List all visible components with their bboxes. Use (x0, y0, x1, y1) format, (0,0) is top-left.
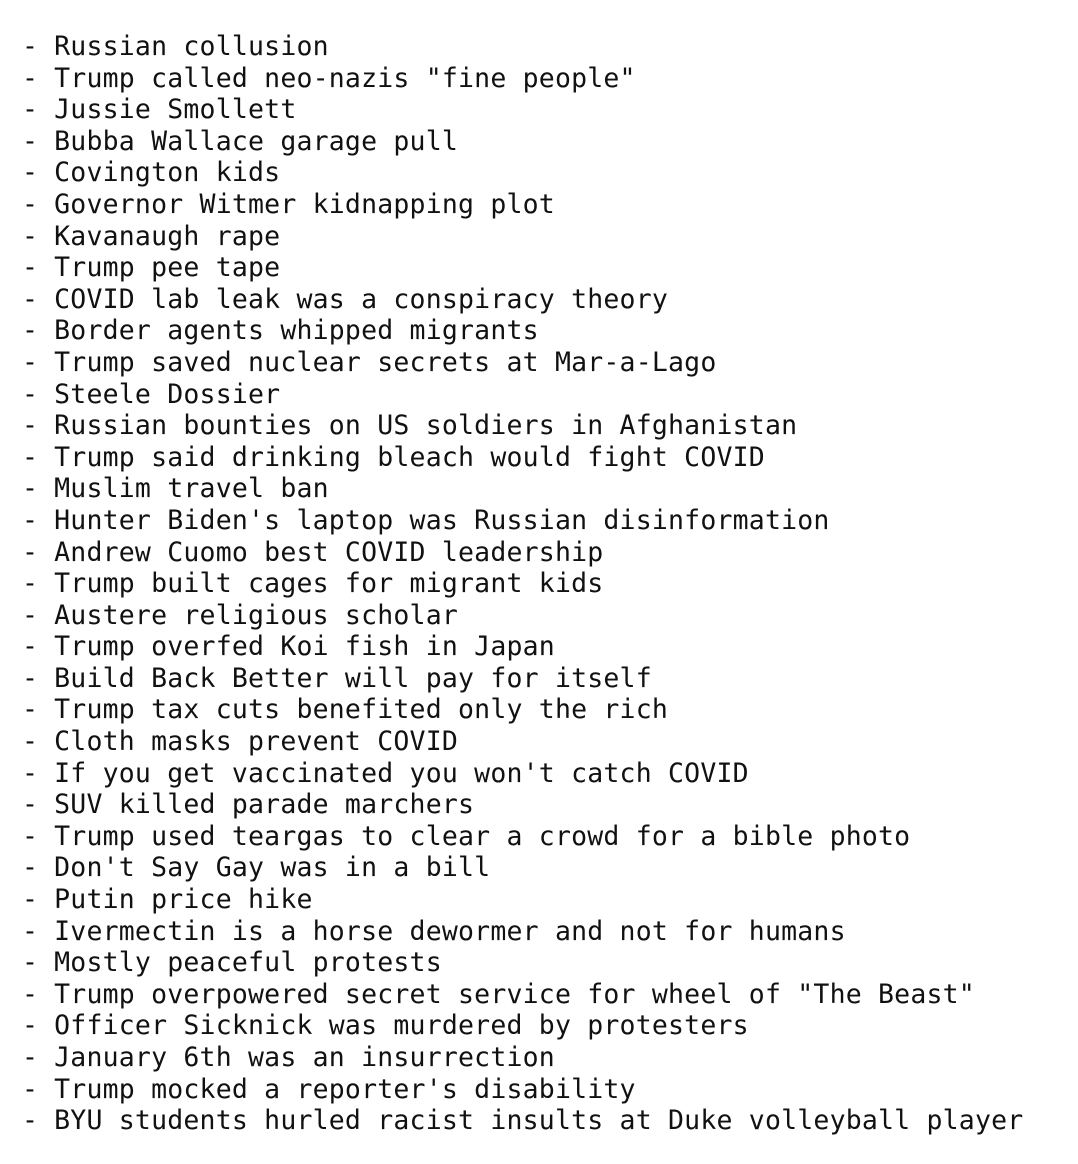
bullet-dash: - (22, 62, 39, 94)
list-item (22, 442, 1023, 474)
list-item (22, 315, 1023, 347)
list-item (22, 694, 1023, 726)
bullet-dash: - (22, 1105, 39, 1137)
bullet-dash: - (22, 536, 39, 568)
bullet-dash: - (22, 220, 39, 252)
list-item (22, 821, 1023, 853)
list-item (22, 726, 1023, 758)
list-item-text: COVID lab leak was a conspiracy theory (54, 283, 669, 315)
list-item (22, 505, 1023, 537)
list-item-text: Trump used teargas to clear a crowd for a bible photo (54, 820, 911, 852)
list-item-text: Trump tax cuts benefited only the rich (54, 694, 669, 726)
list-item-text: Governor Witmer kidnapping plot (54, 188, 555, 220)
bullet-dash: - (22, 1073, 39, 1105)
bullet-dash: - (22, 757, 39, 789)
list-item-text: Trump overpowered secret service for wheel of "The Beast" (54, 978, 975, 1010)
bullet-dash: - (22, 157, 39, 189)
list-item-text: Ivermectin is a horse dewormer and not for humans (54, 915, 846, 947)
list-item-text: Trump called neo-nazis "fine people" (54, 62, 636, 94)
list-item-text: Bubba Wallace garage pull (54, 125, 459, 157)
list-item (22, 631, 1023, 663)
list-item-text: January 6th was an insurrection (54, 1042, 555, 1073)
list-item (22, 979, 1023, 1011)
bullet-dash: - (22, 947, 39, 979)
list-item (22, 852, 1023, 884)
list-item-text: Russian bounties on US soldiers in Afghanistan (54, 410, 798, 442)
list-item (22, 63, 1023, 95)
list-item (22, 94, 1023, 126)
list-item-text: Trump saved nuclear secrets at Mar-a-Lago (54, 346, 717, 378)
bullet-dash: - (22, 852, 39, 884)
list-item-text: Trump mocked a reporter's disability (54, 1073, 636, 1105)
list-item-text: Hunter Biden's laptop was Russian disinformation (54, 504, 830, 536)
list-item-text: Cloth masks prevent COVID (54, 726, 459, 758)
list-item-text: Trump pee tape (54, 252, 281, 284)
list-item-text: Officer Sicknick was murdered by protesters (54, 1010, 749, 1042)
list-item (22, 473, 1023, 505)
list-item (22, 157, 1023, 189)
list-item-text: SUV killed parade marchers (54, 789, 475, 821)
list-item (22, 221, 1023, 253)
list-item-text: Kavanaugh rape (54, 220, 281, 252)
bullet-dash: - (22, 1042, 39, 1073)
bullet-dash: - (22, 694, 39, 726)
bullet-dash: - (22, 884, 39, 916)
bullet-dash: - (22, 789, 39, 821)
list-item-text: Covington kids (54, 157, 281, 189)
list-item (22, 1010, 1023, 1042)
list-item-text: If you get vaccinated you won't catch COVID (54, 757, 749, 789)
bullet-dash: - (22, 599, 39, 631)
bullet-dash: - (22, 726, 39, 758)
bullet-dash: - (22, 978, 39, 1010)
bullet-dash: - (22, 283, 39, 315)
bullet-dash: - (22, 31, 39, 62)
list-item-text: Border agents whipped migrants (54, 315, 539, 347)
list-item (22, 1074, 1023, 1106)
list-item (22, 568, 1023, 600)
list-item (22, 284, 1023, 316)
list-item-text: Andrew Cuomo best COVID leadership (54, 536, 604, 568)
bullet-dash: - (22, 315, 39, 347)
list-item-text: Steele Dossier (54, 378, 281, 410)
bullet-dash: - (22, 378, 39, 410)
bullet-dash: - (22, 631, 39, 663)
list-item-text: Muslim travel ban (54, 473, 329, 505)
bullet-dash: - (22, 820, 39, 852)
list-item-text: Build Back Better will pay for itself (54, 662, 652, 694)
list-item (22, 789, 1023, 821)
bullet-dash: - (22, 188, 39, 220)
list-item (22, 916, 1023, 948)
list-item-text: Putin price hike (54, 884, 313, 916)
list-item-text: Russian collusion (54, 31, 329, 62)
list-item (22, 410, 1023, 442)
bullet-dash: - (22, 94, 39, 126)
bullet-dash: - (22, 473, 39, 505)
list-item-text: BYU students hurled racist insults at Duke volleyball player (54, 1105, 1024, 1137)
list-item-text: Mostly peaceful protests (54, 947, 442, 979)
list-item (22, 189, 1023, 221)
bullet-dash: - (22, 346, 39, 378)
list-item-text: Jussie Smollett (54, 94, 297, 126)
list-item (22, 663, 1023, 695)
bullet-dash: - (22, 915, 39, 947)
bullet-dash: - (22, 568, 39, 600)
list-item-text: Trump overfed Koi fish in Japan (54, 631, 555, 663)
list-item (22, 884, 1023, 916)
bullet-dash: - (22, 252, 39, 284)
cropped-text-line (0, 0, 1078, 6)
list-item (22, 31, 1023, 63)
bullet-dash: - (22, 441, 39, 473)
bullet-dash: - (22, 410, 39, 442)
list-item (22, 379, 1023, 411)
list-item (22, 1105, 1023, 1137)
list-item-text: Trump said drinking bleach would fight COVID (54, 441, 765, 473)
list-item (22, 758, 1023, 790)
list-item (22, 600, 1023, 632)
bullet-dash: - (22, 662, 39, 694)
list-item (22, 537, 1023, 569)
list-item (22, 126, 1023, 158)
list-item-text: Trump built cages for migrant kids (54, 568, 604, 600)
list-item-text: Don't Say Gay was in a bill (54, 852, 491, 884)
bullet-dash: - (22, 1010, 39, 1042)
claims-list (22, 31, 1023, 1137)
bullet-dash: - (22, 125, 39, 157)
list-item (22, 947, 1023, 979)
list-item (22, 1042, 1023, 1074)
list-item (22, 252, 1023, 284)
list-item-text: Austere religious scholar (54, 599, 459, 631)
list-item (22, 347, 1023, 379)
bullet-dash: - (22, 504, 39, 536)
